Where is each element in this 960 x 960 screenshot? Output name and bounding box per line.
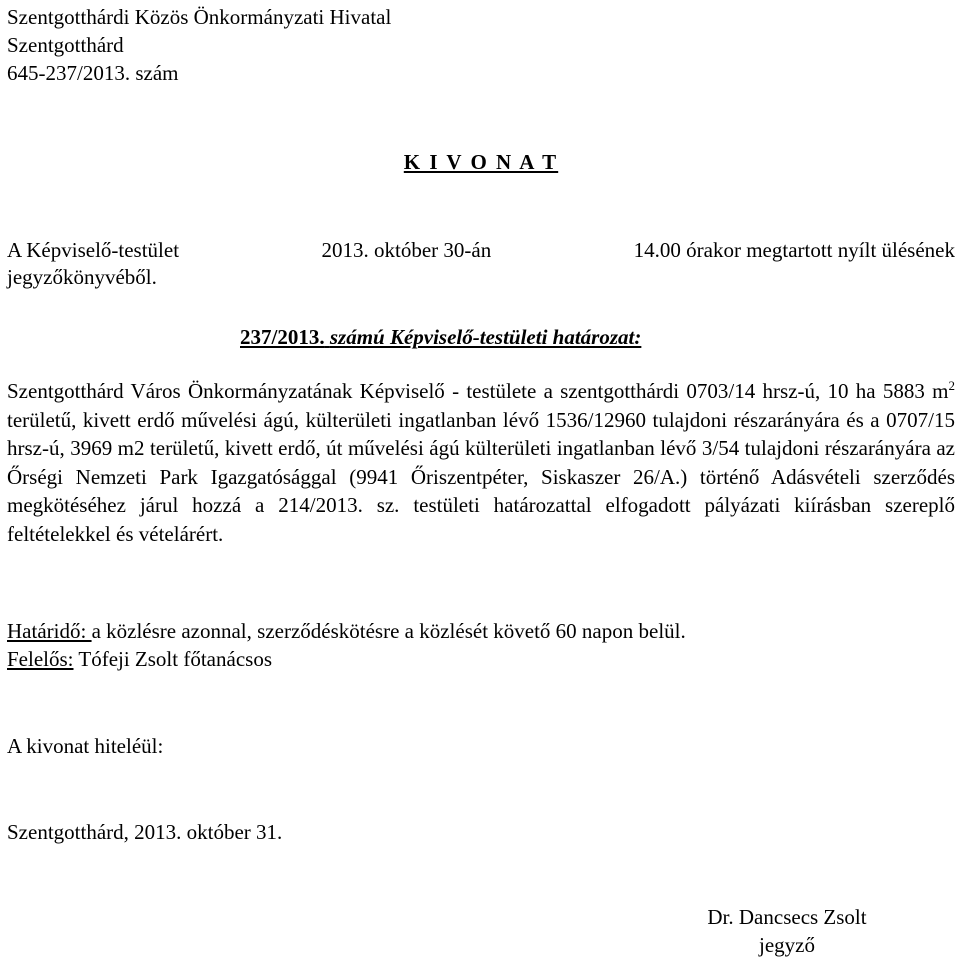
resolution-label: számú Képviselő-testületi határozat:	[329, 325, 642, 349]
resolution-number: 237/2013.	[240, 325, 325, 349]
superscript: 2	[948, 378, 955, 393]
intro-part-2: 2013. október 30-án	[321, 238, 492, 262]
office-name: Szentgotthárdi Közös Önkormányzati Hivatal	[7, 5, 392, 29]
signatory-name: Dr. Dancsecs Zsolt	[707, 905, 867, 929]
reference-number: 645-237/2013. szám	[7, 61, 179, 85]
responsible-text: Tófeji Zsolt főtanácsos	[73, 647, 272, 671]
place-date: Szentgotthárd, 2013. október 31.	[7, 820, 283, 844]
deadline-label: Határidő:	[7, 619, 92, 643]
intro-part-3: 14.00 órakor megtartott nyílt ülésének	[633, 238, 955, 262]
deadline-text: a közlésre azonnal, szerződéskötésre a közlését követő 60 napon belül.	[91, 619, 686, 643]
intro-line-2: jegyzőkönyvéből.	[7, 265, 157, 289]
signature-block	[662, 903, 912, 959]
document-page	[7, 0, 955, 960]
office-city: Szentgotthárd	[7, 33, 124, 57]
document-title: K I V O N A T	[403, 150, 559, 174]
certification-text: A kivonat hiteléül:	[7, 734, 164, 758]
intro-line	[7, 236, 955, 264]
deadline-line	[7, 617, 686, 645]
resolution-heading	[240, 323, 641, 351]
responsible-label: Felelős:	[7, 647, 74, 671]
resolution-body	[7, 377, 955, 548]
body-text-2: területű, kivett erdő művelési ágú, külterületi ingatlanban lévő 1536/12960 tulajdoni részarányára és a 0707/15 hrsz-ú, 3969 m2 területű, kivett erdő, út művelési ágú külterületi ingatlanban lévő 3/54 tulajdoni részarányára az Őrségi Nemzeti Park Igazgatósággal (9941 Őriszentpéter, Siskaszer 26/A.) történő Adásvételi szerződés megkötéséhez járul hozzá a 214/2013. sz. testületi határozattal elfogadott pályázati kiírásban szereplő feltételekkel és vételárért.	[7, 407, 955, 546]
signatory-title: jegyző	[759, 933, 815, 957]
responsible-line	[7, 645, 272, 673]
intro-part-1: A Képviselő-testület	[7, 238, 180, 262]
body-text-1: Szentgotthárd Város Önkormányzatának Képviselő - testülete a szentgotthárdi 0703/14 hrsz-ú, 10 ha 5883 m	[7, 379, 949, 403]
